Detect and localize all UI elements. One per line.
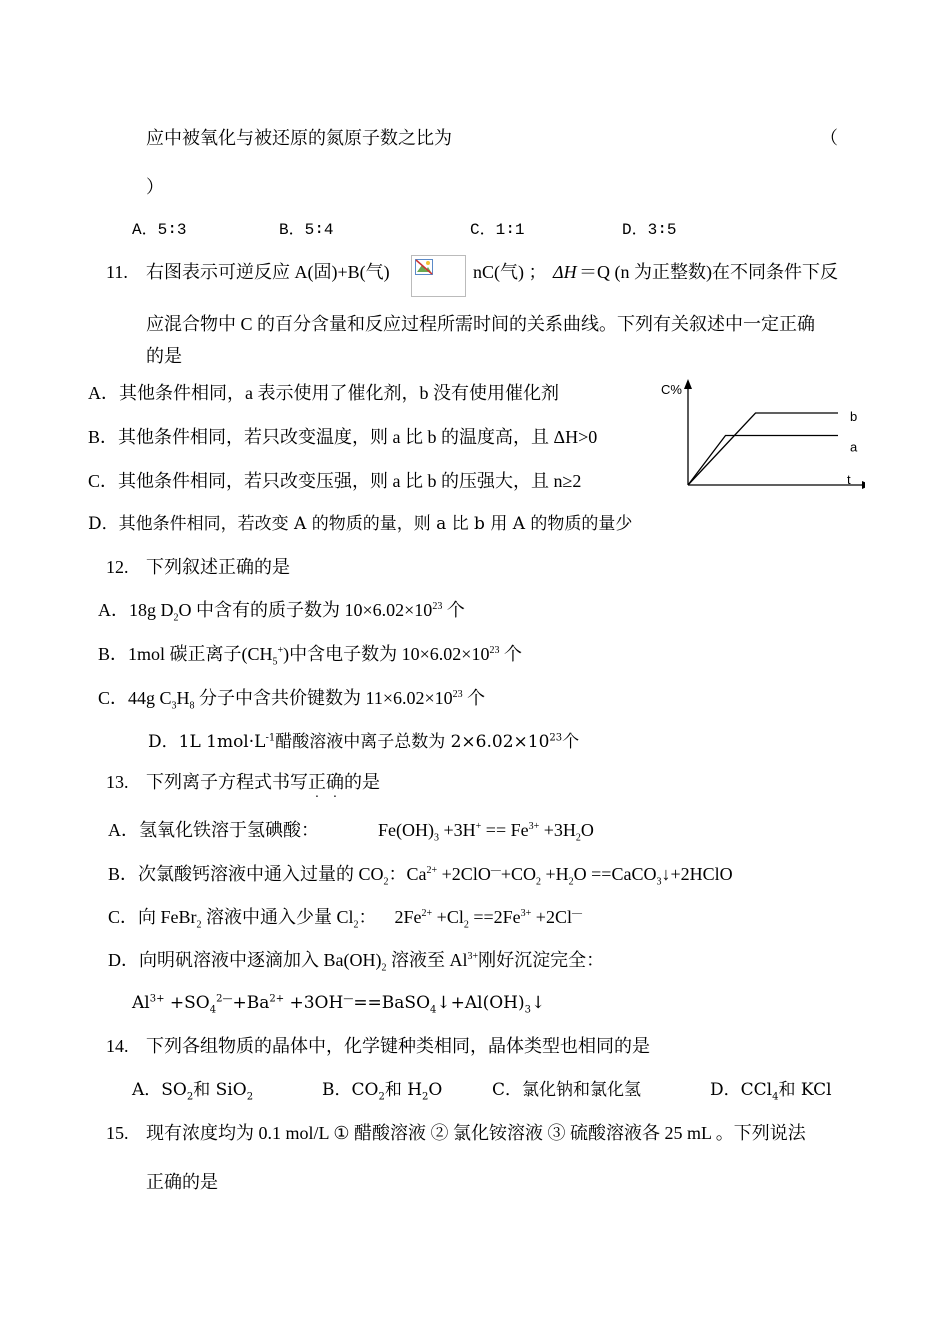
q10-stem-line: 应中被氧化与被还原的氮原子数之比为 xyxy=(146,128,452,148)
q11-option-d: D．其他条件相同，若改变 A 的物质的量，则 a 比 b 用 A 的物质的量少 xyxy=(88,514,633,534)
q10-option-c: C．1∶1 xyxy=(470,221,525,239)
q14-number: 14. xyxy=(106,1036,129,1056)
q10-option-a: A．5∶3 xyxy=(132,221,187,239)
q11-stem-a: 右图表示可逆反应 A(固)+B(气) xyxy=(146,262,390,282)
image-placeholder-icon xyxy=(415,259,433,275)
series-label-b: b xyxy=(850,409,858,424)
q14-option-a: A．$SO_2$和 SiO$_2$ xyxy=(132,1080,254,1103)
q14-option-c: C．氯化钠和氯化氢 xyxy=(492,1080,642,1100)
q14-option-b: B．$CO_2$和 $H_2O$ xyxy=(322,1080,443,1103)
q12-option-d: D．1L $1mol\cdot L^{-1}$醋酸溶液中离子总数为 $2\times 6.02\times 10^{23}$个 xyxy=(148,732,580,752)
series-line-b xyxy=(688,413,838,485)
q13-stem: 下列离子方程式书写正确的是 xyxy=(146,772,380,792)
q15-stem-line1: 现有浓度均为 0.1 mol/L ① 醋酸溶液 ② 氯化铵溶液 ③ 硫酸溶液各 25 mL 。下列说法 xyxy=(146,1123,806,1143)
y-axis-arrow xyxy=(684,379,692,389)
x-axis-label: t xyxy=(847,472,851,487)
chart-axes xyxy=(684,379,865,489)
q10-option-b: B．5∶4 xyxy=(279,221,334,239)
q11-stem-line3: 的是 xyxy=(146,346,182,366)
q14-stem: 下列各组物质的晶体中，化学键种类相同，晶体类型也相同的是 xyxy=(146,1036,650,1056)
q12-option-b: B．1mol 碳正离子$(CH_5^+)$中含电子数为 $10\times 6.02\times 10^{23}$ 个 xyxy=(98,644,522,668)
q12-option-c: C．44g $C_3H_8$ 分子中含共价键数为 $11\times 6.02\times 10^{23}$ 个 xyxy=(98,688,486,712)
x-axis-arrow xyxy=(862,481,865,489)
q11-option-b: B．其他条件相同，若只改变温度，则 a 比 b 的温度高，且 ΔH>0 xyxy=(88,427,598,447)
q15-number: 15. xyxy=(106,1123,129,1143)
series-label-a: a xyxy=(850,439,858,455)
q13-option-a-equation: $Fe(OH)_3 +3H^+ == Fe^{3+} +3H_2O$ xyxy=(378,820,594,844)
broken-image-icon xyxy=(411,255,466,297)
q11-option-c: C．其他条件相同，若只改变压强，则 a 比 b 的压强大，且 n≥2 xyxy=(88,471,582,491)
q12-option-a: A．18g $D_2O$ 中含有的质子数为 $10\times 6.02\times 10^{23}$ 个 xyxy=(98,600,465,624)
q11-option-a: A．其他条件相同，a 表示使用了催化剂，b 没有使用催化剂 xyxy=(88,383,559,403)
q15-stem-line2: 正确的是 xyxy=(146,1172,218,1192)
q13-option-a-label: A．氢氧化铁溶于氢碘酸： xyxy=(108,820,319,840)
q10-paren-open: （ xyxy=(820,128,838,148)
q13-number: 13. xyxy=(106,772,129,792)
q10-paren-close: ） xyxy=(146,177,164,197)
q12-number: 12. xyxy=(106,557,129,577)
q11-stem-c: ＝Q (n 为正整数)在不同条件下反 xyxy=(579,262,838,282)
q10-option-d: D．3∶5 xyxy=(622,221,677,239)
q12-stem: 下列叙述正确的是 xyxy=(146,557,290,577)
q13-option-b: B．次氯酸钙溶液中通入过量的 $CO_2$：$Ca^{2+} +2ClO^—+CO_2 +H_2O$ ==CaCO$_3$↓+2HClO xyxy=(108,864,733,888)
q11-number: 11. xyxy=(106,262,128,282)
q13-option-d: D．向明矾溶液中逐滴加入 $Ba(OH)_2$ 溶液至 $Al^{3+}$刚好沉淀完全： xyxy=(108,950,605,974)
q14-option-d: D．CCl$_4$和 KCl xyxy=(710,1080,832,1103)
q11-stem-line2: 应混合物中 C 的百分含量和反应过程所需时间的关系曲线。下列有关叙述中一定正确 xyxy=(146,314,816,334)
c-percent-time-chart xyxy=(655,375,865,495)
q13-option-d-equation: $Al^{3+} +SO_4^{2—}+Ba^{2+}$ $+3OH^—==BaSO_4↓+Al(OH)_3↓$ xyxy=(132,993,546,1016)
q13-option-c: C．向 FeBr$_2$ 溶液中通入少量 $Cl_2$： $2Fe^{2+} +Cl_2 ==2Fe^{3+} +2Cl^—$ xyxy=(108,907,582,931)
q11-stem-b: nC(气) ； xyxy=(473,262,547,282)
y-axis-label: C% xyxy=(661,382,682,397)
q11-delta-h: ΔH xyxy=(553,262,577,282)
